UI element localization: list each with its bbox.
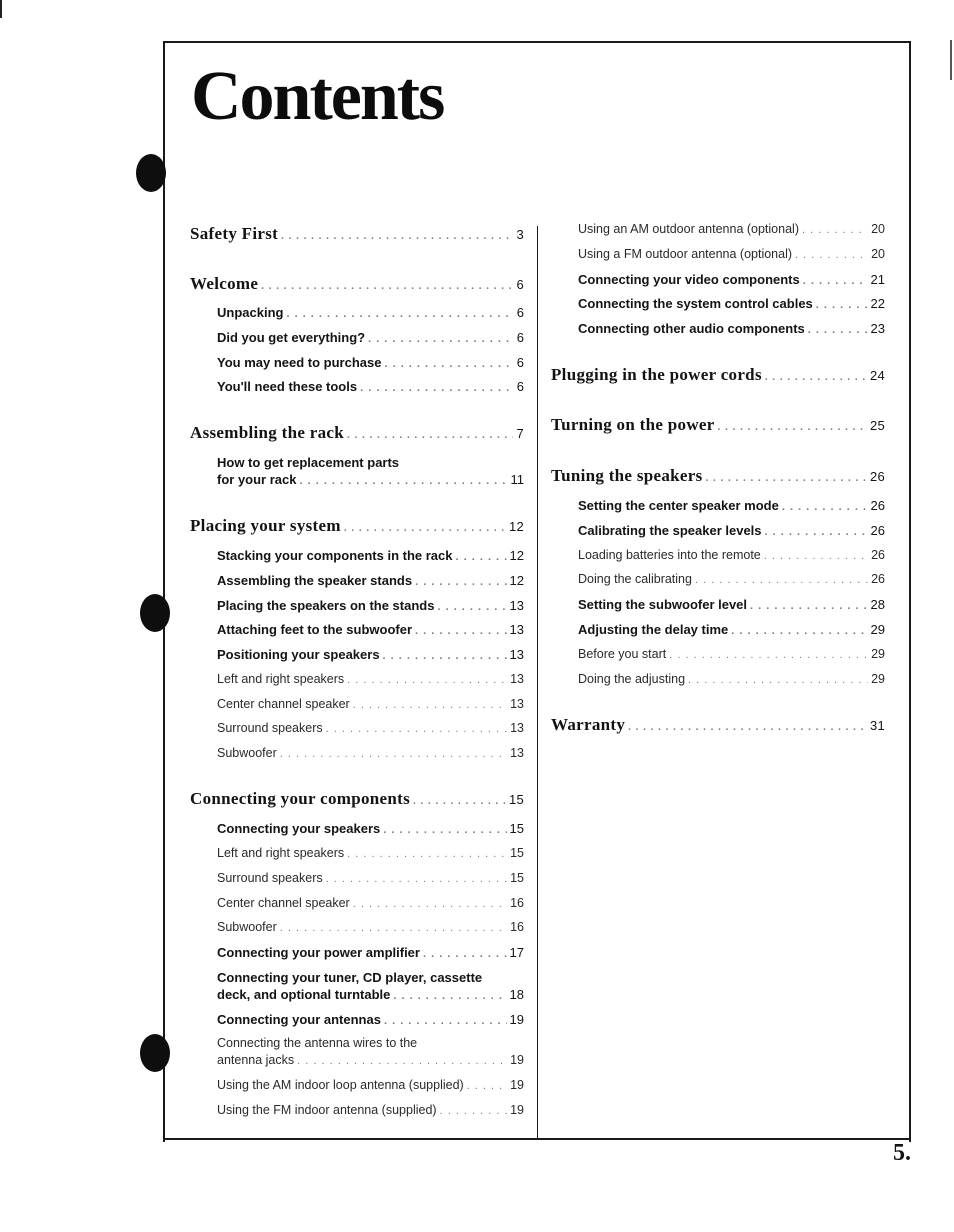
toc-entry-label: Unpacking — [217, 305, 284, 320]
toc-entry-page: 19 — [509, 1012, 524, 1027]
toc-entry-page: 23 — [870, 321, 885, 336]
toc-entry-page: 12 — [509, 548, 524, 563]
toc-entry-label: Left and right speakers — [217, 846, 345, 860]
toc-entry-label-line: Connecting your tuner, CD player, cassette — [217, 970, 483, 985]
toc-entry-page: 6 — [516, 277, 524, 292]
toc-entry[interactable] — [551, 415, 885, 437]
toc-entry-page: 26 — [870, 498, 885, 513]
toc-entry-page: 19 — [510, 1103, 524, 1117]
toc-entry[interactable] — [217, 1102, 524, 1120]
frame-bottom-rule — [163, 1138, 911, 1140]
toc-entry[interactable] — [190, 789, 524, 811]
toc-entry-label: for your rack — [217, 472, 297, 487]
dot-leader — [437, 599, 506, 616]
dot-leader — [808, 322, 868, 339]
toc-entry-label: Doing the calibrating — [578, 572, 692, 586]
toc-entry[interactable] — [578, 221, 885, 239]
toc-entry-label: Surround speakers — [217, 871, 323, 885]
toc-entry-label: Left and right speakers — [217, 672, 345, 686]
toc-entry-page: 13 — [510, 721, 524, 735]
dot-leader — [750, 598, 868, 615]
binder-hole-icon — [136, 154, 166, 192]
toc-entry-page: 22 — [870, 296, 885, 311]
toc-entry[interactable] — [578, 596, 885, 615]
toc-entry[interactable] — [217, 454, 524, 490]
toc-entry-page: 3 — [516, 227, 524, 242]
toc-entry-page: 12 — [509, 573, 524, 588]
dot-leader — [344, 518, 506, 538]
toc-entry-page: 6 — [516, 330, 524, 345]
dot-leader — [383, 648, 507, 665]
toc-entry[interactable] — [551, 715, 885, 737]
dot-leader — [413, 791, 506, 811]
toc-entry-label: Safety First — [190, 224, 279, 243]
dot-leader — [261, 276, 513, 296]
toc-entry-page: 24 — [869, 368, 885, 383]
toc-entry[interactable] — [217, 646, 524, 665]
toc-entry-label: Plugging in the power cords — [551, 365, 762, 384]
toc-entry-label: Doing the adjusting — [578, 672, 686, 686]
toc-entry-label: Stacking your components in the rack — [217, 548, 453, 563]
dot-leader — [368, 331, 514, 348]
dot-leader — [281, 226, 513, 246]
dot-leader — [326, 721, 507, 738]
toc-entry[interactable] — [217, 845, 524, 863]
toc-entry-page: 29 — [870, 622, 885, 637]
toc-entry[interactable] — [217, 944, 524, 963]
toc-entry-page: 7 — [516, 426, 524, 441]
toc-entry-page: 19 — [510, 1078, 524, 1092]
toc-entry-page: 16 — [510, 920, 524, 934]
toc-entry-page: 13 — [509, 622, 524, 637]
dot-leader — [440, 1103, 508, 1120]
toc-entry-label: deck, and optional turntable — [217, 987, 391, 1002]
toc-entry-page: 15 — [510, 846, 524, 860]
page-number: 5. — [893, 1140, 911, 1166]
toc-entry[interactable] — [578, 671, 885, 689]
toc-entry-label: Positioning your speakers — [217, 647, 380, 662]
toc-entry-page: 6 — [516, 355, 524, 370]
toc-entry[interactable] — [217, 597, 524, 616]
dot-leader — [384, 356, 513, 373]
toc-entry[interactable] — [217, 378, 524, 397]
page-title: Contents — [191, 58, 444, 135]
dot-leader — [765, 524, 868, 541]
toc-entry-page: 12 — [508, 519, 524, 534]
toc-entry-label: Welcome — [190, 274, 259, 293]
toc-entry-label: Placing the speakers on the stands — [217, 598, 435, 613]
dot-leader — [467, 1078, 507, 1095]
toc-entry-label: Placing your system — [190, 516, 341, 535]
toc-entry-label: Calibrating the speaker levels — [578, 523, 762, 538]
toc-entry-page: 6 — [516, 305, 524, 320]
toc-entry-page: 29 — [871, 672, 885, 686]
toc-entry[interactable] — [217, 671, 524, 689]
dot-leader — [628, 717, 867, 737]
toc-entry[interactable] — [217, 969, 524, 1005]
toc-entry[interactable] — [217, 1077, 524, 1095]
toc-entry-label: Center channel speaker — [217, 697, 350, 711]
toc-entry-label: Using the AM indoor loop antenna (supplied) — [217, 1078, 464, 1092]
toc-entry-label: Connecting your power amplifier — [217, 945, 420, 960]
toc-entry[interactable] — [217, 572, 524, 591]
toc-entry-label: Subwoofer — [217, 920, 277, 934]
dot-leader — [384, 1013, 507, 1030]
toc-entry[interactable] — [578, 522, 885, 541]
toc-entry-label: Assembling the speaker stands — [217, 573, 413, 588]
toc-entry-label: Using the FM indoor antenna (supplied) — [217, 1103, 437, 1117]
toc-entry-label: Tuning the speakers — [551, 466, 703, 485]
toc-entry-label: Connecting other audio components — [578, 321, 805, 336]
toc-entry[interactable] — [217, 329, 524, 348]
frame-top-rule — [163, 41, 911, 43]
scan-edge-mark — [0, 0, 2, 18]
toc-entry-label: Surround speakers — [217, 721, 323, 735]
toc-entry-label: Adjusting the delay time — [578, 622, 729, 637]
dot-leader — [415, 574, 506, 591]
toc-entry[interactable] — [190, 423, 524, 445]
toc-entry-label: Using a FM outdoor antenna (optional) — [578, 247, 793, 261]
toc-entry-page: 26 — [870, 523, 885, 538]
toc-entry-label-line: How to get replacement parts — [217, 455, 400, 470]
toc-entry[interactable] — [578, 246, 885, 264]
toc-entry[interactable] — [578, 497, 885, 516]
dot-leader — [347, 425, 513, 445]
dot-leader — [816, 297, 868, 314]
toc-entry-page: 15 — [510, 871, 524, 885]
toc-entry-page: 15 — [509, 821, 524, 836]
toc-entry-page: 21 — [870, 272, 885, 287]
dot-leader — [353, 896, 507, 913]
toc-entry[interactable] — [190, 224, 524, 246]
toc-entry-page: 31 — [869, 718, 885, 733]
dot-leader — [360, 380, 514, 397]
toc-entry-page: 13 — [510, 672, 524, 686]
toc-entry-page: 19 — [510, 1053, 524, 1067]
toc-entry-page: 6 — [516, 379, 524, 394]
toc-entry[interactable] — [217, 547, 524, 566]
binder-hole-icon — [140, 594, 170, 632]
toc-entry-page: 13 — [509, 598, 524, 613]
toc-entry[interactable] — [578, 646, 885, 664]
toc-entry[interactable] — [190, 516, 524, 538]
dot-leader — [795, 247, 868, 264]
toc-entry-label: Connecting your components — [190, 789, 411, 808]
toc-entry[interactable] — [217, 304, 524, 323]
dot-leader — [297, 1053, 507, 1070]
toc-entry-page: 11 — [510, 472, 524, 487]
binder-hole-icon — [140, 1034, 170, 1072]
dot-leader — [347, 672, 507, 689]
toc-entry-label: Did you get everything? — [217, 330, 366, 345]
dot-leader — [383, 822, 506, 839]
toc-entry[interactable] — [578, 320, 885, 339]
toc-entry-page: 13 — [509, 647, 524, 662]
toc-entry-page: 17 — [509, 945, 524, 960]
frame-left-rule — [163, 41, 165, 1142]
toc-entry[interactable] — [578, 271, 885, 290]
dot-leader — [688, 672, 868, 689]
toc-entry[interactable] — [551, 466, 885, 488]
toc-entry-label: Attaching feet to the subwoofer — [217, 622, 412, 637]
toc-entry[interactable] — [551, 365, 885, 387]
toc-entry-label: Connecting your video components — [578, 272, 800, 287]
dot-leader — [731, 623, 867, 640]
toc-entry-page: 29 — [871, 647, 885, 661]
toc-entry-label: Using an AM outdoor antenna (optional) — [578, 222, 799, 236]
toc-entry-label: antenna jacks — [217, 1053, 295, 1067]
toc-entry-page: 26 — [871, 572, 885, 586]
toc-entry-page: 25 — [869, 418, 885, 433]
dot-leader — [669, 647, 868, 664]
dot-leader — [764, 548, 868, 565]
toc-entry[interactable] — [217, 621, 524, 640]
dot-leader — [347, 846, 507, 863]
toc-entry-page: 20 — [871, 247, 885, 261]
toc-entry[interactable] — [578, 571, 885, 589]
dot-leader — [423, 946, 507, 963]
dot-leader — [802, 222, 868, 239]
toc-entry-page: 15 — [508, 792, 524, 807]
toc-entry[interactable] — [217, 1035, 524, 1070]
toc-entry-page: 13 — [510, 697, 524, 711]
toc-entry[interactable] — [217, 895, 524, 913]
dot-leader — [456, 549, 507, 566]
toc-entry-page: 13 — [510, 746, 524, 760]
dot-leader — [280, 920, 507, 937]
dot-leader — [326, 871, 507, 888]
toc-entry-page: 26 — [869, 469, 885, 484]
toc-entry-label: Loading batteries into the remote — [578, 548, 761, 562]
toc-entry-label: Assembling the rack — [190, 423, 344, 442]
toc-entry-page: 28 — [870, 597, 885, 612]
toc-entry-label: You'll need these tools — [217, 379, 358, 394]
column-divider — [537, 226, 538, 1138]
toc-entry[interactable] — [190, 274, 524, 296]
toc-entry[interactable] — [217, 720, 524, 738]
dot-leader — [393, 988, 506, 1005]
dot-leader — [706, 468, 867, 488]
toc-entry[interactable] — [578, 621, 885, 640]
dot-leader — [280, 746, 507, 763]
toc-entry-label: Warranty — [551, 715, 626, 734]
toc-entry-label: Subwoofer — [217, 746, 277, 760]
toc-entry-label: Connecting your antennas — [217, 1012, 381, 1027]
dot-leader — [353, 697, 507, 714]
toc-entry-label-line: Connecting the antenna wires to the — [217, 1036, 418, 1050]
toc-entry[interactable] — [217, 820, 524, 839]
dot-leader — [765, 367, 867, 387]
dot-leader — [803, 273, 868, 290]
toc-entry-label: You may need to purchase — [217, 355, 382, 370]
toc-entry[interactable] — [217, 1011, 524, 1030]
dot-leader — [299, 473, 507, 490]
toc-entry-page: 18 — [509, 987, 524, 1002]
toc-entry[interactable] — [217, 696, 524, 714]
toc-entry[interactable] — [217, 745, 524, 763]
dot-leader — [286, 306, 513, 323]
dot-leader — [415, 623, 507, 640]
toc-entry-label: Turning on the power — [551, 415, 715, 434]
toc-entry-label: Connecting your speakers — [217, 821, 381, 836]
toc-entry-label: Center channel speaker — [217, 896, 350, 910]
toc-entry-page: 20 — [871, 222, 885, 236]
toc-entry[interactable] — [217, 870, 524, 888]
toc-entry-page: 26 — [871, 548, 885, 562]
toc-entry[interactable] — [217, 354, 524, 373]
toc-entry-page: 16 — [510, 896, 524, 910]
toc-entry[interactable] — [578, 295, 885, 314]
toc-entry-label: Before you start — [578, 647, 667, 661]
toc-entry-label: Setting the subwoofer level — [578, 597, 748, 612]
dot-leader — [695, 572, 868, 589]
toc-entry-label: Connecting the system control cables — [578, 296, 813, 311]
toc-entry[interactable] — [578, 547, 885, 565]
toc-entry-label: Setting the center speaker mode — [578, 498, 779, 513]
frame-right-rule — [909, 41, 911, 1142]
scan-edge-mark-right — [950, 40, 952, 80]
dot-leader — [782, 499, 868, 516]
toc-entry[interactable] — [217, 919, 524, 937]
dot-leader — [718, 417, 867, 437]
